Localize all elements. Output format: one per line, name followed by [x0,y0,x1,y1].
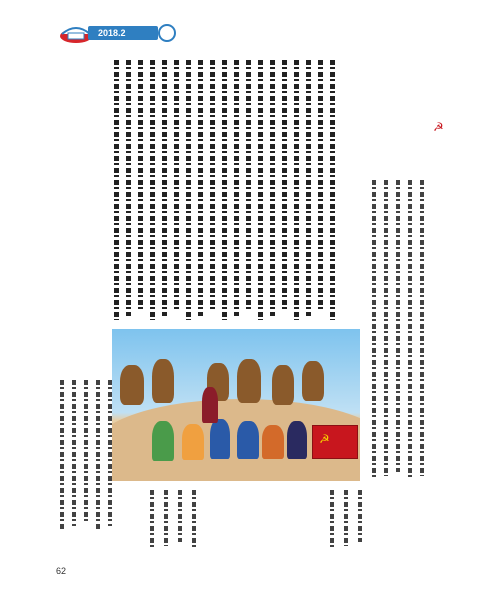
text-column [318,60,323,312]
text-column [282,60,287,312]
text-column [344,490,348,546]
text-column [294,60,299,320]
text-column [126,60,131,316]
text-column [210,60,215,312]
text-column [164,490,168,546]
text-column [270,60,275,316]
text-column [174,60,179,312]
text-column [420,180,424,476]
text-column [246,60,251,312]
issue-year: 2018.2 [98,28,126,38]
camel-herders-photo [112,329,360,481]
hammer-sickle-icon: ☭ [433,120,444,134]
text-column [186,60,191,320]
text-column [358,490,362,542]
text-column [222,60,227,320]
text-column [162,60,167,316]
mongolian-knot-icon [158,24,176,42]
text-column [150,490,154,550]
text-column [372,180,376,480]
text-column [258,60,263,320]
text-column [396,180,400,472]
text-column [408,180,412,480]
magazine-header [58,22,176,44]
text-column [114,60,119,320]
text-column [60,380,64,530]
text-column [178,490,182,542]
text-column [84,380,88,522]
text-column [306,60,311,316]
text-column [198,60,203,316]
text-column [72,380,76,526]
text-column [330,490,334,550]
text-column [150,60,155,320]
text-column [330,60,335,320]
text-column [192,490,196,550]
text-column [234,60,239,316]
text-column [96,380,100,530]
text-column [138,60,143,312]
party-flag-icon: ☭ [312,425,358,459]
page-number: 62 [56,566,67,576]
text-column [384,180,388,476]
text-column [108,380,112,526]
